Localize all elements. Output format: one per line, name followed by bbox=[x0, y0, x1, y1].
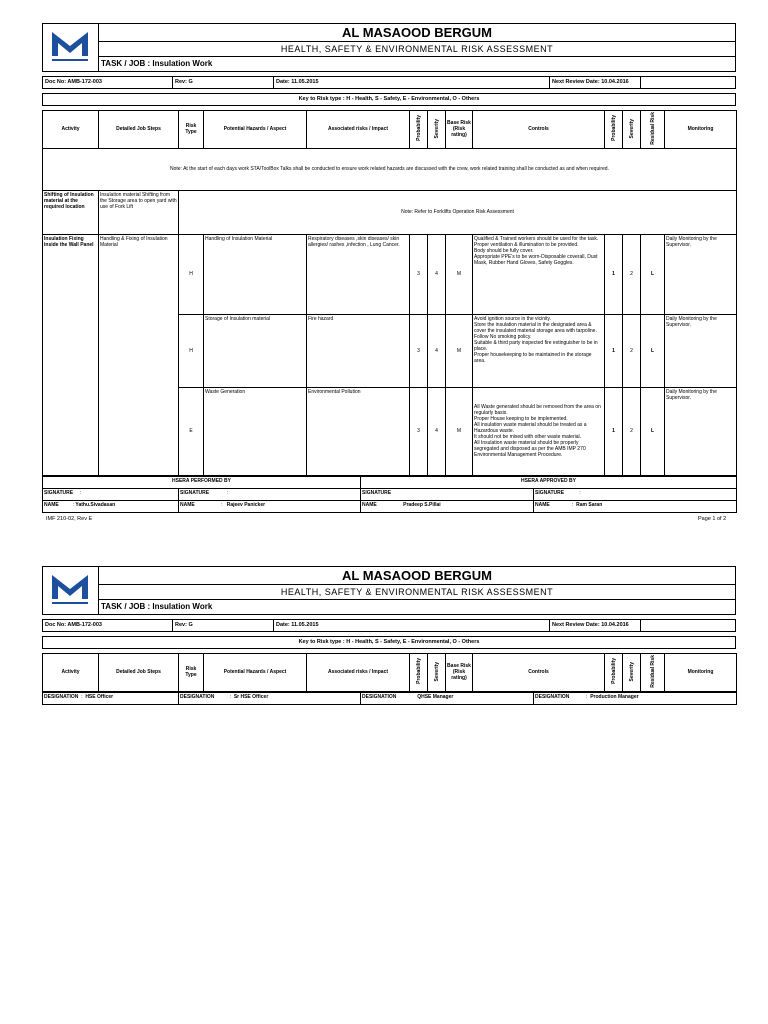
designation-label: DESIGNATION bbox=[362, 693, 397, 700]
job-steps-cell: Handling & Fixing of Insulation Material bbox=[99, 234, 179, 475]
col-risks: Associated risks / Impact bbox=[307, 111, 410, 149]
performed-by-heading: HSERA PERFORMED BY bbox=[43, 476, 361, 488]
designation-table bbox=[42, 692, 737, 705]
signature-label: SIGNATURE bbox=[44, 489, 74, 496]
doc-number: Doc No: AMB-172-003 bbox=[45, 622, 102, 628]
doc-date: Date: 11.05.2015 bbox=[276, 79, 319, 85]
signer-name: Pradeep S.Pillai bbox=[403, 501, 441, 508]
signer-name: Yathu.Sivadasan bbox=[75, 501, 116, 508]
designation-value: Production Manager bbox=[590, 693, 639, 700]
col-probability-residual: Probability bbox=[610, 658, 617, 685]
doc-info-row bbox=[42, 76, 736, 89]
col-activity: Activity bbox=[43, 654, 99, 692]
col-residual-risk: Residual Risk bbox=[649, 655, 656, 688]
col-risk-type: Risk Type bbox=[179, 111, 204, 149]
risk-type-cell: H bbox=[179, 234, 204, 314]
hazard-cell: Handling of Insulation Material bbox=[204, 234, 307, 314]
forklift-note: Note: Refer to Forklifts Operation Risk Assessment bbox=[179, 190, 737, 234]
designation-label: DESIGNATION bbox=[180, 693, 215, 700]
col-hazards: Potential Hazards / Aspect bbox=[204, 111, 307, 149]
signer-name: Rajeev Panicker bbox=[226, 501, 266, 508]
controls-cell: All Waste generated should be removed from the area on regularly basis. Proper House keeping to be implemented. All insulation waste material should be treated as a Hazardous waste. It should not be mixed with other waste material. All Insulation waste material should be properly segregated and disposed as per the AMB IMP 270 Environmental Management Procedure. bbox=[473, 387, 605, 475]
signer-name: Ram Saran bbox=[576, 501, 603, 508]
page-2 bbox=[42, 566, 736, 705]
base-risk-cell: M bbox=[446, 314, 473, 387]
revision: Rev: G bbox=[175, 622, 193, 628]
col-activity: Activity bbox=[43, 111, 99, 149]
severity-cell: 4 bbox=[428, 234, 446, 314]
document-header bbox=[42, 23, 736, 72]
signature-label: SIGNATURE bbox=[535, 489, 565, 496]
col-severity-residual: Severity bbox=[628, 661, 635, 682]
residual-severity-cell: 2 bbox=[623, 234, 641, 314]
hazard-cell: Storage of Insulation material bbox=[204, 314, 307, 387]
name-label: NAME bbox=[44, 501, 59, 508]
risk-cell: Fire hazard bbox=[307, 314, 410, 387]
col-monitoring: Monitoring bbox=[665, 654, 737, 692]
designation-value: HSE Officer bbox=[85, 693, 114, 700]
base-risk-cell: M bbox=[446, 387, 473, 475]
monitoring-cell: Daily Monitoring by the Supervisor. bbox=[665, 387, 737, 475]
risk-type-cell: H bbox=[179, 314, 204, 387]
monitoring-cell: Daily Monitoring by the Supervisor. bbox=[665, 314, 737, 387]
designation-row: DESIGNATION : HSE Officer DESIGNATION : Sr HSE Officer DESIGNATION QHSE Manager DESIGNATION : Production Manager bbox=[43, 692, 737, 704]
next-review-date: Next Review Date: 10.04.2016 bbox=[552, 79, 629, 85]
residual-probability-cell: 1 bbox=[605, 387, 623, 475]
task-title: TASK / JOB : Insulation Work bbox=[101, 602, 213, 611]
controls-cell: Qualified & Trained workers should be used for the task. Proper ventilation & illumination to be provided. Body should be fully cover. Appropriate PPE's to be worn-Disposable coverall, Dust Mask, Rubber Hand Gloves, Safety Goggles. bbox=[473, 234, 605, 314]
form-subtitle: HEALTH, SAFETY & ENVIRONMENTAL RISK ASSESSMENT bbox=[99, 585, 735, 600]
residual-risk-cell: L bbox=[641, 387, 665, 475]
table-row bbox=[43, 190, 737, 234]
activity-cell: Shifting of Insulation material at the required location bbox=[43, 190, 99, 234]
col-severity: Severity bbox=[433, 661, 440, 682]
col-probability-residual: Probability bbox=[610, 115, 617, 142]
col-controls: Controls bbox=[473, 111, 605, 149]
form-code: IMF 210-02, Rev E bbox=[46, 516, 93, 522]
residual-probability-cell: 1 bbox=[605, 314, 623, 387]
col-probability: Probability bbox=[415, 658, 422, 685]
residual-severity-cell: 2 bbox=[623, 387, 641, 475]
signature-label: SIGNATURE bbox=[180, 489, 210, 496]
activity-cell: Insulation Fixing inside the Wall Panel bbox=[43, 234, 99, 475]
probability-cell: 3 bbox=[410, 387, 428, 475]
doc-date: Date: 11.05.2015 bbox=[276, 622, 319, 628]
risk-type-key: Key to Risk type : H - Health, S - Safety, E - Environmental, O - Others bbox=[42, 636, 736, 649]
residual-probability-cell: 1 bbox=[605, 234, 623, 314]
col-monitoring: Monitoring bbox=[665, 111, 737, 149]
risk-cell: Environmental Pollution bbox=[307, 387, 410, 475]
designation-value: QHSE Manager bbox=[417, 693, 454, 700]
company-name: AL MASAOOD BERGUM bbox=[99, 24, 735, 42]
table-header-row bbox=[43, 111, 737, 149]
page-1 bbox=[42, 23, 736, 513]
col-controls: Controls bbox=[473, 654, 605, 692]
controls-cell: Avoid ignition source in the vicinity. Store the insulation material in the designated area & cover the insulated material storage area with tarpoline. Follow No smoking policy. Suitable & third party inspected fire extinguisher to be in place. Proper housekeeping to be maintained in the storage area. bbox=[473, 314, 605, 387]
page-number: Page 1 of 2 bbox=[698, 516, 727, 522]
toolbox-note: Note: At the start of each days work STA/ToolBox Talks shall be conducted to ensure work related hazards are discussed with the crew, work related training shall be conducted as and when required. bbox=[43, 148, 737, 190]
designation-label: DESIGNATION bbox=[535, 693, 570, 700]
designation-value: Sr HSE Officer bbox=[233, 693, 269, 700]
risk-type-key: Key to Risk type : H - Health, S - Safety, E - Environmental, O - Others bbox=[42, 93, 736, 106]
document-header bbox=[42, 566, 736, 615]
risk-assessment-table bbox=[42, 653, 737, 692]
col-probability: Probability bbox=[415, 115, 422, 142]
form-subtitle: HEALTH, SAFETY & ENVIRONMENTAL RISK ASSESSMENT bbox=[99, 42, 735, 57]
col-base-risk: Base Risk (Risk rating) bbox=[446, 654, 473, 692]
name-label: NAME bbox=[180, 501, 195, 508]
designation-label: DESIGNATION bbox=[44, 693, 79, 700]
severity-cell: 4 bbox=[428, 314, 446, 387]
company-name: AL MASAOOD BERGUM bbox=[99, 567, 735, 585]
revision: Rev: G bbox=[175, 79, 193, 85]
probability-cell: 3 bbox=[410, 234, 428, 314]
probability-cell: 3 bbox=[410, 314, 428, 387]
risk-type-cell: E bbox=[179, 387, 204, 475]
col-job-steps: Detailed Job Steps bbox=[99, 111, 179, 149]
risk-cell: Respiratory diseases ,skin diseases/ skin allergies/ rashes ,infection , Lung Cancer. bbox=[307, 234, 410, 314]
next-review-date: Next Review Date: 10.04.2016 bbox=[552, 622, 629, 628]
name-label: NAME bbox=[362, 501, 377, 508]
col-base-risk: Base Risk (Risk rating) bbox=[446, 111, 473, 149]
signoff-table bbox=[42, 476, 737, 513]
company-logo bbox=[43, 567, 99, 614]
col-risks: Associated risks / Impact bbox=[307, 654, 410, 692]
company-logo bbox=[43, 24, 99, 71]
approved-by-heading: HSERA APPROVED BY bbox=[361, 476, 737, 488]
col-hazards: Potential Hazards / Aspect bbox=[204, 654, 307, 692]
col-job-steps: Detailed Job Steps bbox=[99, 654, 179, 692]
residual-severity-cell: 2 bbox=[623, 314, 641, 387]
severity-cell: 4 bbox=[428, 387, 446, 475]
col-risk-type: Risk Type bbox=[179, 654, 204, 692]
task-title: TASK / JOB : Insulation Work bbox=[101, 59, 213, 68]
col-residual-risk: Residual Risk bbox=[649, 112, 656, 145]
signature-row: SIGNATURE : SIGNATURE : SIGNATURE SIGNATURE : bbox=[43, 488, 737, 500]
table-row bbox=[43, 234, 737, 314]
name-row: NAME : Yathu.Sivadasan NAME : Rajeev Panicker NAME Pradeep S.Pillai NAME : Ram Saran bbox=[43, 500, 737, 512]
residual-risk-cell: L bbox=[641, 234, 665, 314]
monitoring-cell: Daily Monitoring by the Supervisor. bbox=[665, 234, 737, 314]
signature-label: SIGNATURE bbox=[362, 489, 392, 496]
col-severity: Severity bbox=[433, 118, 440, 139]
risk-assessment-table bbox=[42, 110, 737, 476]
doc-number: Doc No: AMB-172-003 bbox=[45, 79, 102, 85]
job-steps-cell: Insulation material Shifting from the Storage area to open yard with use of Fork Lift bbox=[99, 190, 179, 234]
residual-risk-cell: L bbox=[641, 314, 665, 387]
doc-info-row bbox=[42, 619, 736, 632]
name-label: NAME bbox=[535, 501, 550, 508]
col-severity-residual: Severity bbox=[628, 118, 635, 139]
table-header-row bbox=[43, 654, 737, 692]
hazard-cell: Waste Generation bbox=[204, 387, 307, 475]
base-risk-cell: M bbox=[446, 234, 473, 314]
